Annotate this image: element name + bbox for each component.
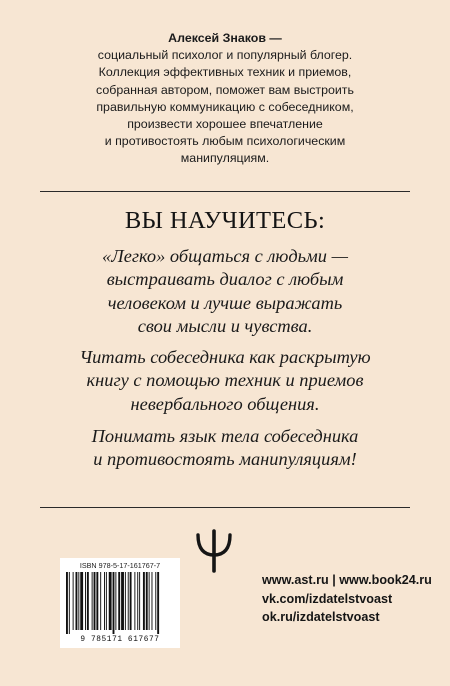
- barcode-bar: [96, 572, 98, 630]
- barcode-bar: [152, 572, 153, 630]
- paragraph-line: человеком и лучше выражать: [107, 292, 343, 313]
- paragraph-line: Понимать язык тела собеседника: [91, 426, 359, 446]
- blurb-line: правильную коммуникацию с собеседником,: [96, 99, 354, 114]
- blurb-first-line: [40, 30, 410, 47]
- blurb-line: Коллекция эффективных техник и приемов,: [98, 65, 352, 80]
- blurb-line: и противостоять любым психологическим: [104, 134, 346, 149]
- barcode-bar: [118, 572, 120, 630]
- barcode-bar: [104, 572, 105, 630]
- barcode-bar: [146, 572, 148, 630]
- blurb-line: собранная автором, поможет вам выстроить: [96, 82, 354, 97]
- ast-link[interactable]: www.ast.ru: [262, 573, 329, 587]
- paragraph-line: выстраивать диалог с любым: [106, 269, 344, 290]
- barcode-bar: [78, 572, 79, 630]
- author-blurb: [40, 30, 410, 168]
- author-name: Алексей Знаков: [168, 31, 266, 45]
- barcode-bar: [109, 572, 112, 630]
- website-links: [262, 571, 437, 627]
- barcode-bar: [143, 572, 145, 630]
- section-heading: ВЫ НАУЧИТЕСЬ:: [124, 207, 326, 234]
- barcode-bar: [113, 572, 115, 634]
- barcode-bar: [80, 572, 83, 630]
- barcode-bar: [155, 572, 156, 630]
- paragraph-line: книгу с помощью техник и приемов: [86, 370, 364, 391]
- ok-link[interactable]: ok.ru/izdatelstvoast: [262, 610, 380, 625]
- paragraph-line: и противостоять манипуляциям!: [93, 449, 357, 470]
- barcode-bar: [100, 572, 101, 630]
- bottom-divider: [40, 507, 410, 508]
- barcode-bar: [125, 572, 126, 630]
- barcode-bar: [130, 572, 132, 630]
- barcode-bar: [76, 572, 78, 630]
- barcode-bar: [106, 572, 107, 630]
- barcode-digits: 9 785171 617677: [80, 636, 160, 644]
- barcode-bar: [69, 572, 70, 634]
- author-dash: —: [265, 31, 282, 45]
- barcode-bar: [87, 572, 89, 630]
- link-separator: |: [328, 573, 340, 587]
- barcode-bar: [157, 572, 159, 634]
- paragraph-line: свои мысли и чувства.: [137, 316, 313, 337]
- blurb-line: произвести хорошее впечатление: [127, 117, 323, 132]
- barcode-bar: [66, 572, 68, 634]
- blurb-line: манипуляциям.: [180, 151, 270, 166]
- barcode-bar: [137, 572, 138, 630]
- links-line-1: [262, 571, 437, 590]
- barcode-bar: [134, 572, 135, 630]
- barcode-bar: [94, 572, 96, 630]
- skill-paragraph-3: [30, 425, 420, 472]
- book24-link[interactable]: www.book24.ru: [339, 573, 432, 587]
- top-divider: [40, 191, 410, 192]
- barcode-bar: [121, 572, 124, 630]
- vk-link[interactable]: vk.com/izdatelstvoast: [262, 591, 393, 606]
- blurb-line: социальный психолог и популярный блогер.: [97, 48, 353, 63]
- barcode-bar: [139, 572, 140, 630]
- psi-icon: [196, 529, 232, 573]
- barcode-bar: [115, 572, 116, 630]
- barcode-bar: [92, 572, 93, 630]
- barcode-panel: [60, 558, 180, 648]
- paragraph-line: Читать собеседника как раскрытую: [79, 347, 371, 367]
- skill-paragraph-1: [30, 245, 420, 339]
- barcode-bar: [128, 572, 129, 630]
- isbn-label: ISBN 978-5-17-161767-7: [79, 561, 161, 570]
- barcode-bar: [149, 572, 150, 630]
- paragraph-line: «Легко» общаться с людьми —: [102, 246, 348, 266]
- barcode-bars: [66, 572, 174, 634]
- paragraph-line: невербального общения.: [130, 393, 320, 414]
- barcode-bar: [85, 572, 86, 630]
- barcode-bar: [73, 572, 74, 630]
- skill-paragraph-2: [30, 346, 420, 416]
